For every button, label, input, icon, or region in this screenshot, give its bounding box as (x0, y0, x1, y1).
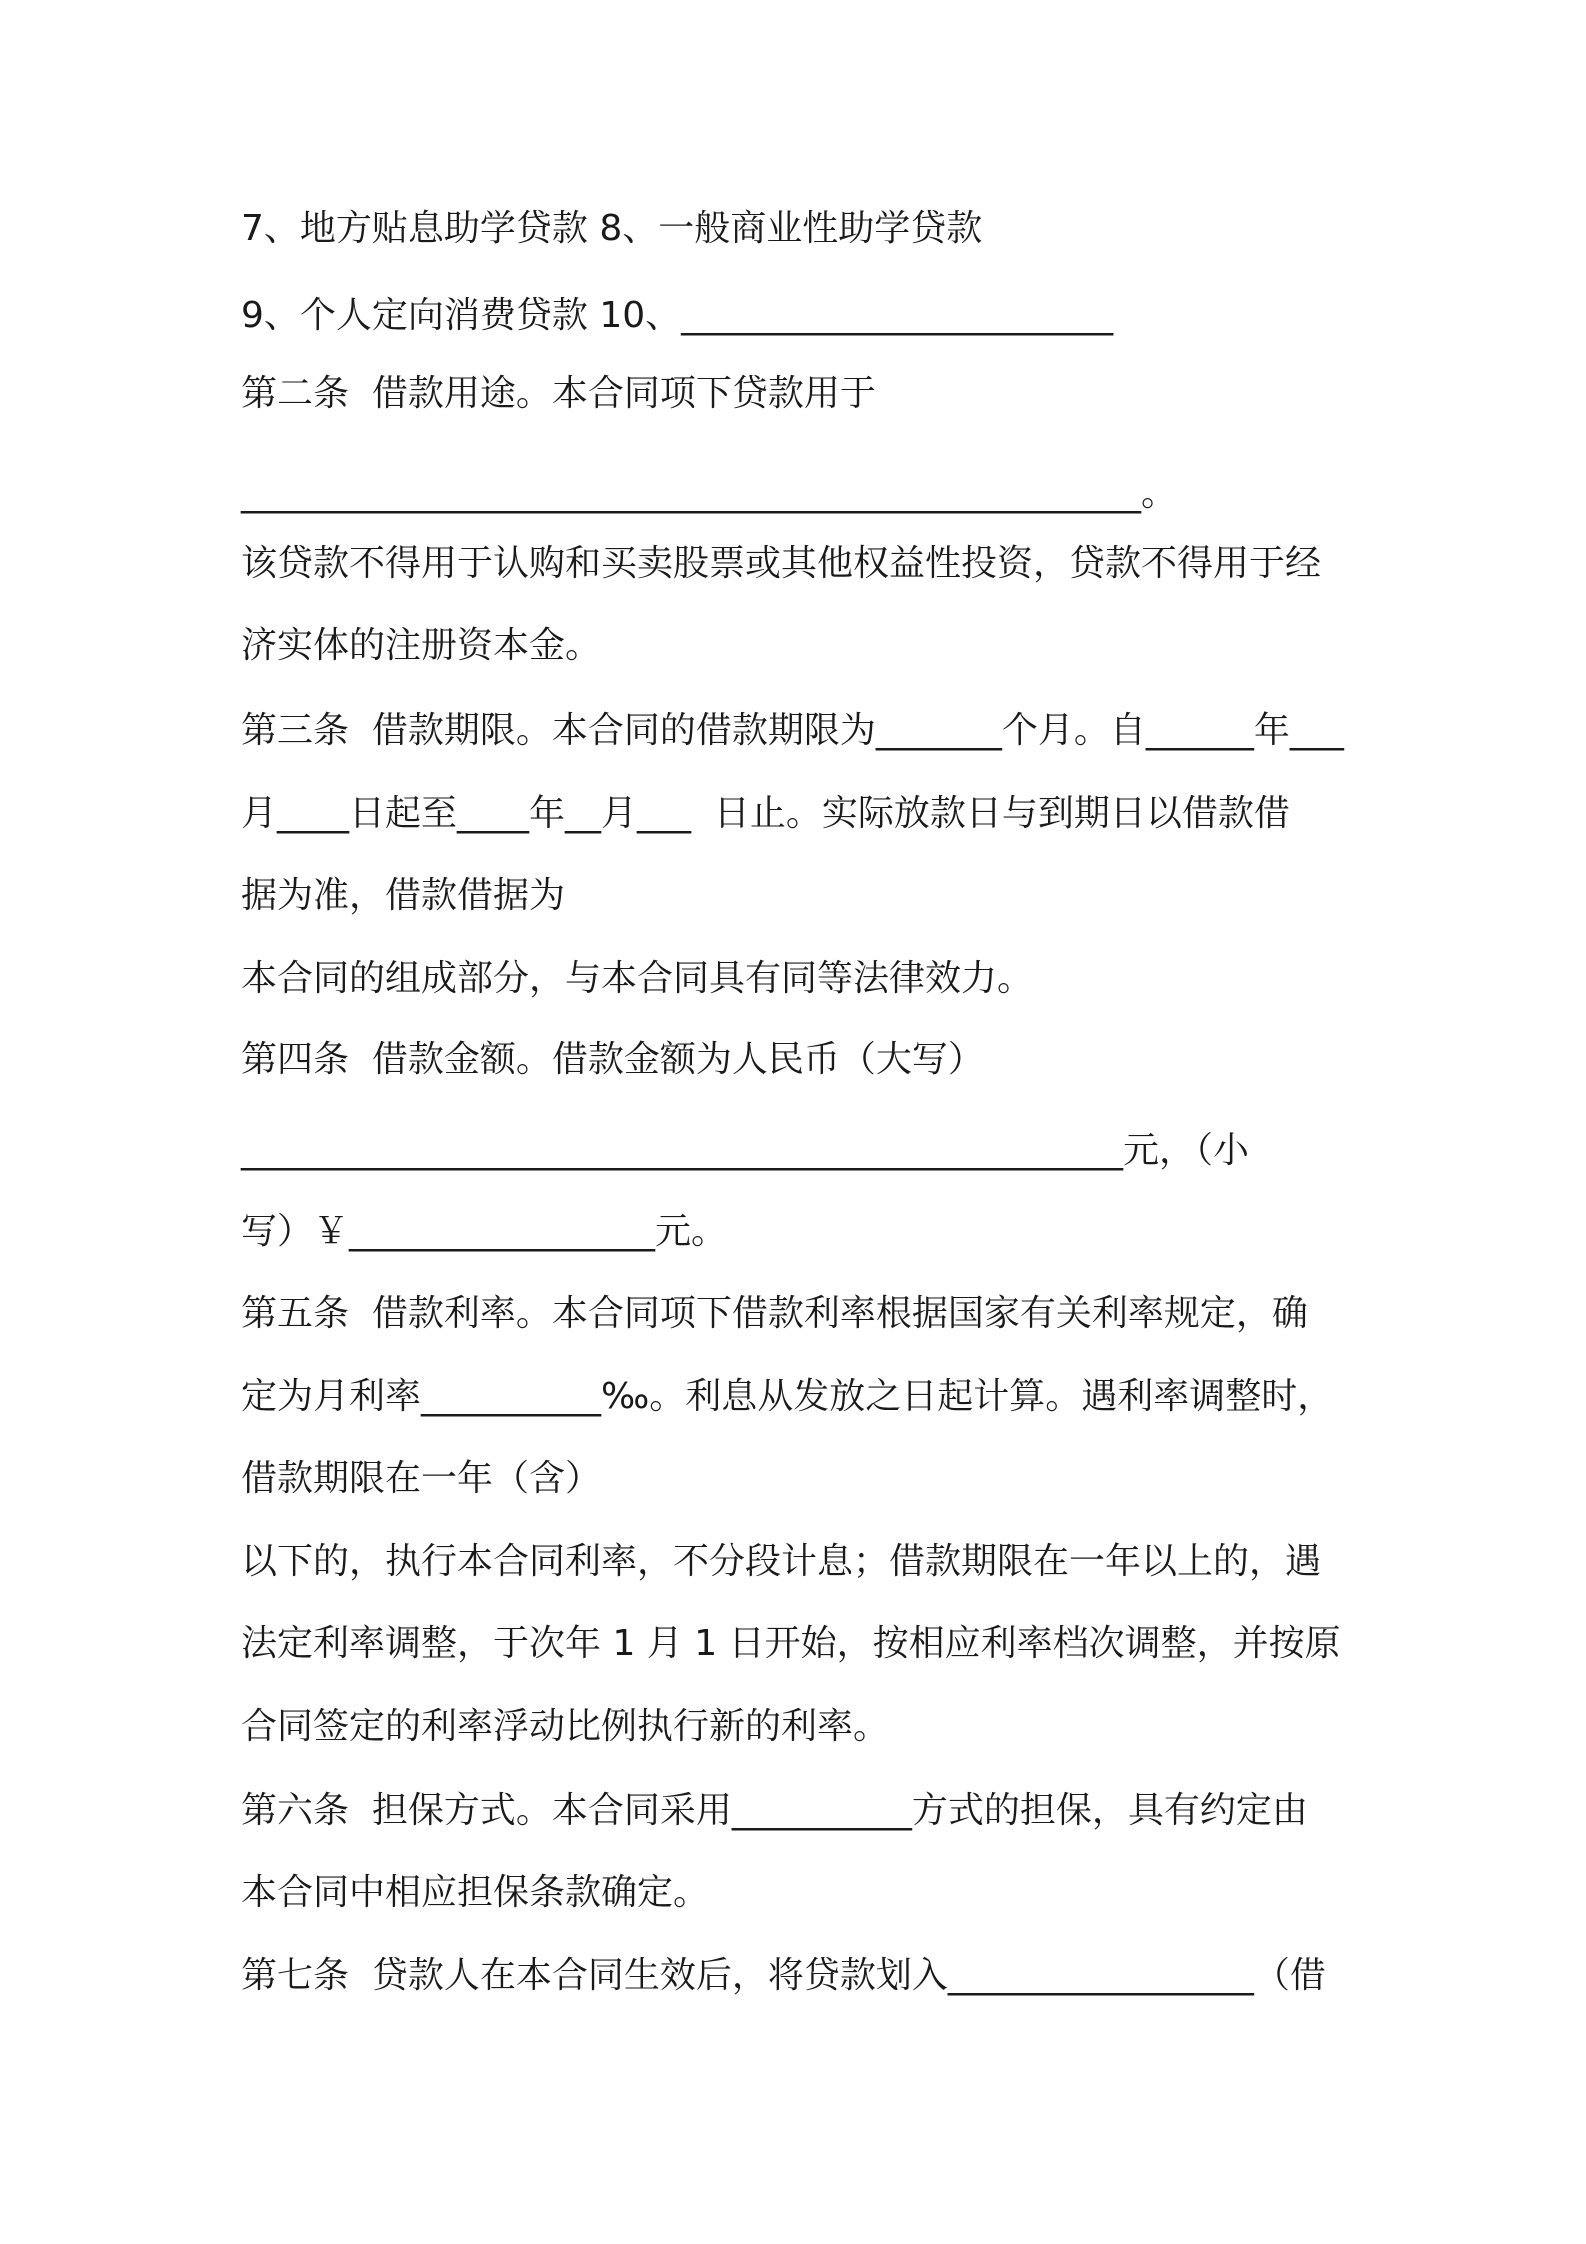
text-line: 第四条 借款金额。借款金额为人民币（大写） (241, 1039, 984, 1080)
text-line: 以下的，执行本合同利率，不分段计息；借款期限在一年以上的，遇 (241, 1541, 1322, 1582)
text-line: 第七条 贷款人在本合同生效后，将贷款划入_________________（借 (241, 1955, 1326, 1996)
text-line: 第五条 借款利率。本合同项下借款利率根据国家有关利率规定，确 (241, 1293, 1308, 1334)
text-line: 借款期限在一年（含） (241, 1458, 602, 1499)
text-line: 合同签定的利率浮动比例执行新的利率。 (241, 1706, 890, 1747)
text-line: __________________________________________________。 (241, 473, 1177, 514)
text-line: 写）￥_________________元。 (241, 1211, 728, 1252)
text-line: 第二条 借款用途。本合同项下贷款用于 (241, 373, 876, 414)
text-line: 9、个人定向消费贷款 10、________________________ (241, 295, 1114, 336)
text-line: 本合同中相应担保条款确定。 (241, 1872, 710, 1913)
text-line: 据为准，借款借据为 (241, 875, 566, 916)
text-line: 济实体的注册资本金。 (241, 625, 602, 666)
text-line: 法定利率调整，于次年 1 月 1 日开始，按相应利率档次调整，并按原 (241, 1623, 1341, 1664)
text-line: 该贷款不得用于认购和买卖股票或其他权益性投资，贷款不得用于经 (241, 543, 1322, 584)
text-line: 本合同的组成部分，与本合同具有同等法律效力。 (241, 958, 1034, 999)
text-line: 月____日起至____年__月___ 日止。实际放款日与到期日以借款借 (241, 793, 1290, 834)
text-line: 7、地方贴息助学贷款 8、一般商业性助学贷款 (241, 208, 983, 249)
text-line: _________________________________________________元，（小 (241, 1130, 1250, 1171)
text-line: 定为月利率__________‰。利息从发放之日起计算。遇利率调整时， (241, 1376, 1334, 1417)
text-line: 第六条 担保方式。本合同采用__________方式的担保，具有约定由 (241, 1790, 1308, 1831)
text-line: 第三条 借款期限。本合同的借款期限为_______个月。自______年___ (241, 710, 1344, 751)
